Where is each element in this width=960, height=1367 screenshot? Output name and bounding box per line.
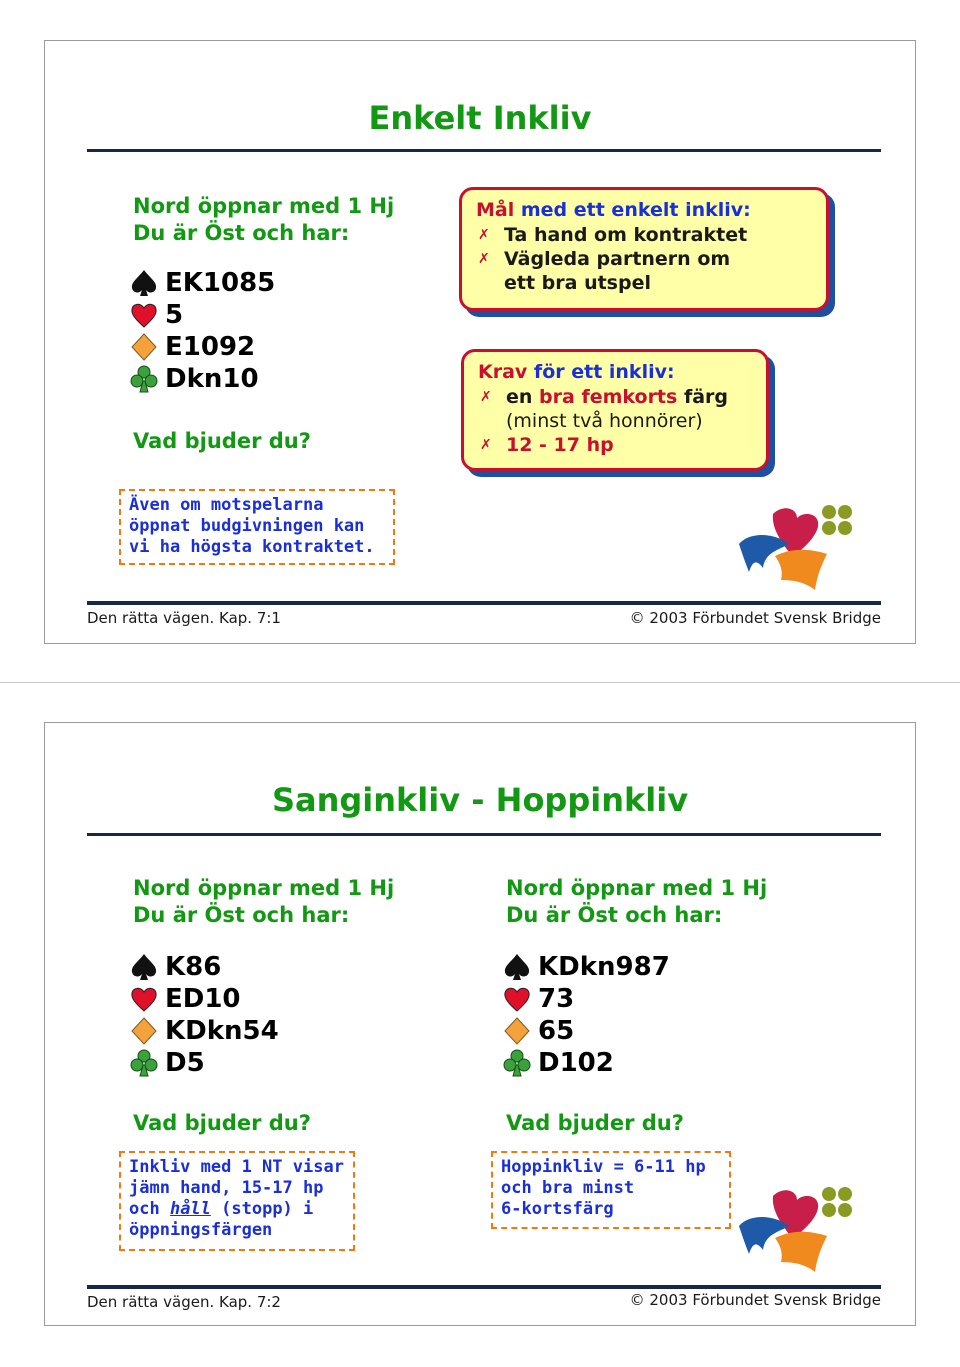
x-bullet-icon: ✗ (480, 437, 492, 453)
spade-icon (129, 268, 165, 298)
note-line: och bra minst (501, 1178, 635, 1198)
diamond-icon (129, 1016, 165, 1046)
callout-item: ✗ Ta hand om kontraktet (478, 224, 748, 246)
club-icon (129, 1048, 165, 1078)
club-icon (129, 364, 165, 394)
hand (129, 951, 279, 1079)
callout-item: ✗ en bra femkorts färg (480, 386, 729, 408)
heart-icon (129, 300, 165, 330)
callout-item: ett bra utspel (504, 272, 651, 294)
cards: Dkn10 (165, 364, 259, 394)
cards: K86 (165, 952, 222, 982)
hand-row (129, 331, 275, 363)
note-line: Hoppinkliv = 6-11 hp (501, 1157, 706, 1177)
note-line: öppningsfärgen (129, 1220, 273, 1240)
note-box (119, 489, 395, 565)
question: Vad bjuder du? (133, 1111, 311, 1135)
diamond-icon (129, 332, 165, 362)
x-bullet-icon: ✗ (480, 389, 492, 405)
intro-line: Du är Öst och har: (133, 903, 350, 927)
bidding-intro (506, 875, 767, 929)
callout-heading: Mål med ett enkelt inkliv: (476, 199, 751, 221)
goal-callout (459, 187, 829, 311)
hand (129, 267, 275, 395)
diamond-icon (502, 1016, 538, 1046)
x-bullet-icon: ✗ (478, 227, 490, 243)
note-line: 6-kortsfärg (501, 1199, 614, 1219)
bidding-intro (133, 875, 394, 929)
slide-title: Sanginkliv - Hoppinkliv (271, 781, 689, 819)
footer-copyright: © 2003 Förbundet Svensk Bridge (629, 609, 881, 627)
hand-row (502, 1047, 670, 1079)
slide-title: Enkelt Inkliv (368, 99, 592, 137)
hand-row (129, 299, 275, 331)
cards: EK1085 (165, 268, 276, 298)
footer-copyright: © 2003 Förbundet Svensk Bridge (629, 1291, 881, 1309)
requirement-callout (461, 349, 769, 471)
note-line: Även om motspelarna (129, 495, 324, 515)
hand-row (129, 267, 275, 299)
cards: 5 (165, 300, 184, 330)
cards: KDkn987 (538, 952, 670, 982)
cards: 73 (538, 984, 575, 1014)
note-line: Inkliv med 1 NT visar (129, 1157, 344, 1177)
hand-row (129, 1015, 279, 1047)
note-box (119, 1151, 355, 1251)
cards: D5 (165, 1048, 205, 1078)
cards: KDkn54 (165, 1016, 279, 1046)
heart-icon (502, 984, 538, 1014)
question: Vad bjuder du? (133, 429, 311, 453)
club-icon (502, 1048, 538, 1078)
callout-subitem: (minst två honnörer) (506, 410, 703, 432)
title-rule (87, 833, 881, 836)
page-separator (0, 682, 960, 683)
slide-1 (44, 40, 916, 644)
cards: 65 (538, 1016, 575, 1046)
cards: ED10 (165, 984, 241, 1014)
footer-chapter: Den rätta vägen. Kap. 7:1 (87, 609, 281, 627)
bridge-logo-icon (735, 501, 865, 593)
note-line: jämn hand, 15-17 hp (129, 1178, 324, 1198)
intro-line: Nord öppnar med 1 Hj (133, 194, 395, 218)
hand-row (129, 1047, 279, 1079)
bridge-logo-icon (735, 1183, 865, 1275)
spade-icon (502, 952, 538, 982)
hand-row (129, 363, 275, 395)
bidding-intro (133, 193, 394, 247)
footer-rule (87, 1285, 881, 1289)
note-box (491, 1151, 731, 1229)
hand (502, 951, 670, 1079)
hand-row (502, 951, 670, 983)
hand-row (129, 951, 279, 983)
hand-row (502, 983, 670, 1015)
slide-2 (44, 722, 916, 1326)
note-line: och håll (stopp) i (129, 1199, 314, 1219)
callout-item: ✗ Vägleda partnern om (478, 248, 731, 270)
cards: D102 (538, 1048, 614, 1078)
note-line: vi ha högsta kontraktet. (129, 537, 375, 557)
cards: E1092 (165, 332, 256, 362)
heart-icon (129, 984, 165, 1014)
question: Vad bjuder du? (506, 1111, 684, 1135)
intro-line: Du är Öst och har: (506, 903, 723, 927)
intro-line: Nord öppnar med 1 Hj (506, 876, 768, 900)
title-rule (87, 149, 881, 152)
footer-chapter: Den rätta vägen. Kap. 7:2 (87, 1293, 281, 1311)
x-bullet-icon: ✗ (478, 251, 490, 267)
intro-line: Nord öppnar med 1 Hj (133, 876, 395, 900)
note-line: öppnat budgivningen kan (129, 516, 365, 536)
intro-line: Du är Öst och har: (133, 221, 350, 245)
footer-rule (87, 601, 881, 605)
callout-item: ✗ 12 - 17 hp (480, 434, 614, 456)
spade-icon (129, 952, 165, 982)
hand-row (502, 1015, 670, 1047)
hand-row (129, 983, 279, 1015)
callout-heading: Krav för ett inkliv: (478, 361, 675, 383)
